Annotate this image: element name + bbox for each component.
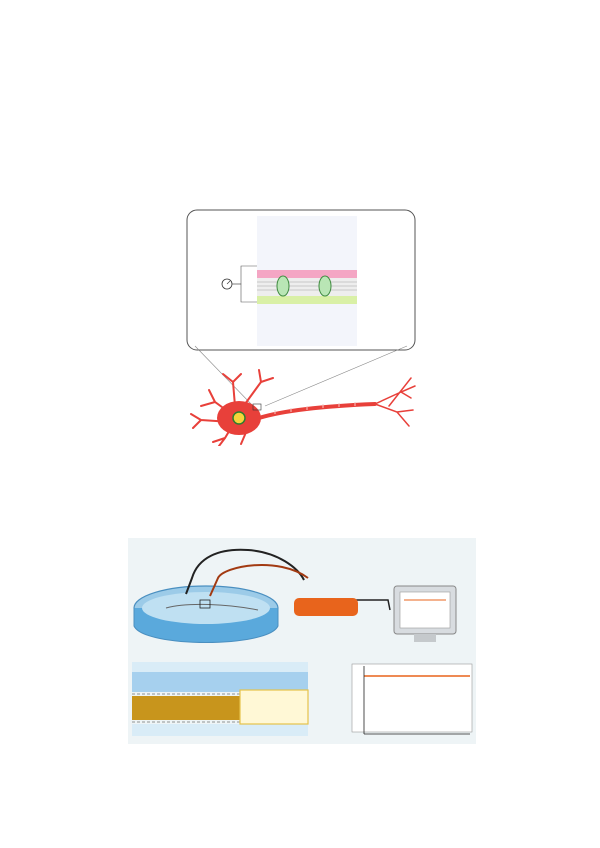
- axon-bottom-charges: [132, 724, 308, 736]
- membrane-outer-layer: [257, 270, 357, 278]
- monitor-screen: [400, 592, 450, 628]
- neuron-membrane-figure: [175, 206, 435, 446]
- graph-area: [352, 664, 472, 732]
- axon-outside-charges: [132, 662, 308, 672]
- monitor-stand: [414, 634, 436, 642]
- bottom-region: [257, 304, 357, 346]
- extracellular-top-region: [257, 216, 357, 278]
- zoom-line-right: [265, 346, 407, 406]
- experiment-setup-figure: [128, 538, 476, 744]
- ion-channel-1: [277, 276, 289, 296]
- outside-axon-area: [132, 672, 308, 692]
- membrane-inner-layer: [257, 296, 357, 304]
- neuron-nucleus: [233, 412, 245, 424]
- ion-channel-2: [319, 276, 331, 296]
- callout-text-wrap: [242, 691, 308, 724]
- membrane-core: [257, 278, 357, 296]
- amplifier-box: [294, 598, 358, 616]
